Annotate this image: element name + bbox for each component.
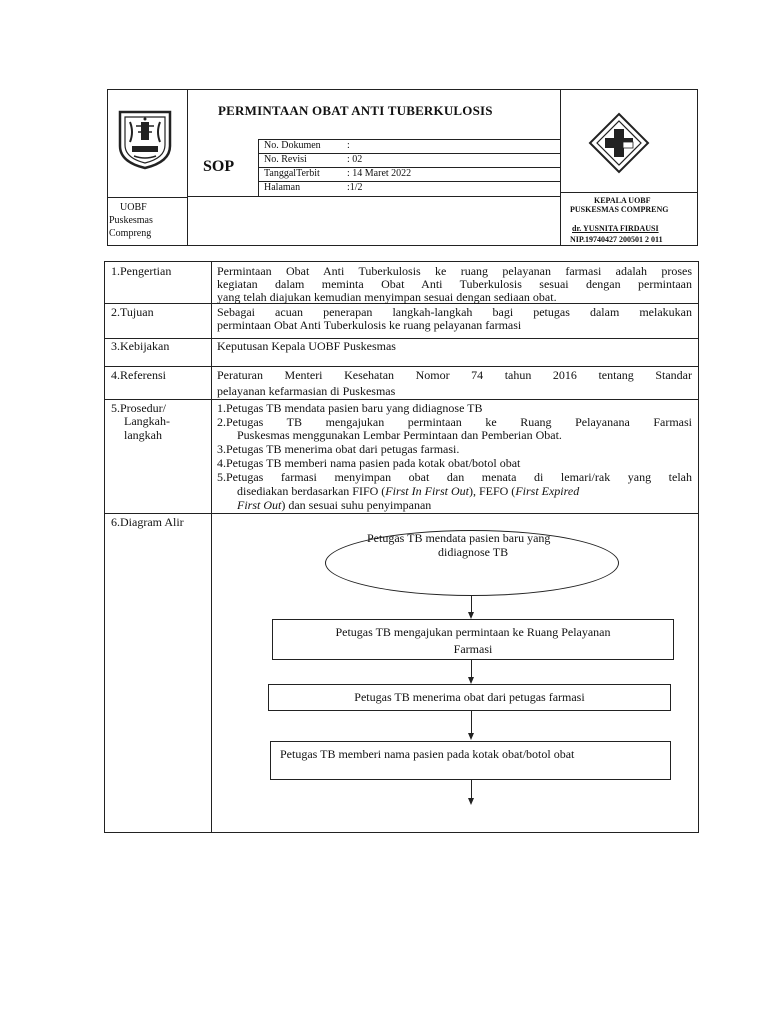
flow-arrowhead-4	[468, 798, 474, 805]
step-5-line2	[237, 484, 692, 498]
step-2-line2: Puskesmas menggunakan Lembar Permintaan dan Pemberian Obat.	[237, 428, 562, 442]
meta-label-tanggal-terbit: TanggalTerbit	[264, 168, 320, 179]
unit-name-line3: Compreng	[109, 228, 152, 239]
flow-step-box-3	[270, 741, 671, 780]
step-5-fefo-term: First Expired	[515, 484, 580, 498]
label-diagram-alir: 6.Diagram Alir	[111, 515, 184, 529]
label-prosedur-line3: langkah	[124, 428, 162, 442]
unit-name-line2: Puskesmas	[109, 215, 153, 226]
meta-label-halaman: Halaman	[264, 182, 301, 193]
meta-value-no-revisi: : 02	[347, 154, 363, 165]
signer-title-line1: KEPALA UOBF	[594, 196, 651, 205]
regional-emblem-logo	[114, 108, 176, 170]
flow-step-box-1	[272, 619, 674, 660]
signer-nip: NIP.19740427 200501 2 011	[570, 235, 663, 244]
label-pengertian: 1.Pengertian	[111, 264, 172, 278]
step-2-line1: 2.Petugas TB mengajukan permintaan ke Ruang Pelayanana Farmasi	[217, 415, 692, 429]
step-5-fefo-term-cont: First Out	[237, 498, 282, 512]
text-pengertian-line3: yang telah diajukan kemudian menyimpan sesuai dengan sediaan obat.	[217, 290, 557, 304]
flow-connector-4	[471, 780, 472, 798]
step-5-line3	[237, 498, 431, 512]
flow-step-box-2-text: Petugas TB menerima obat dari petugas farmasi	[354, 690, 585, 704]
document-title: PERMINTAAN OBAT ANTI TUBERKULOSIS	[218, 103, 493, 118]
text-referensi-line1: Peraturan Menteri Kesehatan Nomor 74 tahun 2016 tentang Standar	[217, 368, 692, 382]
sop-label: SOP	[203, 158, 235, 175]
text-referensi-line2: pelayanan kefarmasian di Puskesmas	[217, 384, 396, 398]
meta-value-tanggal-terbit: : 14 Maret 2022	[347, 168, 412, 179]
text-pengertian-line1: Permintaan Obat Anti Tuberkulosis ke ruang pelayanan farmasi adalah proses	[217, 264, 692, 278]
flow-connector-3	[471, 711, 472, 733]
puskesmas-cross-logo	[586, 112, 652, 174]
label-kebijakan: 3.Kebijakan	[111, 339, 170, 353]
label-referensi: 4.Referensi	[111, 368, 166, 382]
flow-start-text-line2: didiagnose TB	[438, 545, 509, 559]
step-4: 4.Petugas TB memberi nama pasien pada kotak obat/botol obat	[217, 456, 521, 470]
step-5-line3-rest: ) dan sesuai suhu penyimpanan	[281, 498, 432, 512]
meta-value-no-dokumen: :	[347, 140, 350, 151]
label-tujuan: 2.Tujuan	[111, 305, 154, 319]
label-prosedur-line1: 5.Prosedur/	[111, 401, 166, 415]
step-5-fifo-term: First In First Out	[385, 484, 469, 498]
step-5-line1: 5.Petugas farmasi menyimpan obat dan menata di lemari/rak yang telah	[217, 470, 692, 484]
meta-label-no-revisi: No. Revisi	[264, 154, 307, 165]
meta-label-no-dokumen: No. Dokumen	[264, 140, 321, 151]
flow-step-box-1-line2: Farmasi	[453, 642, 493, 656]
flow-start-text-line1: Petugas TB mendata pasien baru yang	[367, 531, 551, 545]
flow-arrowhead-2	[468, 677, 474, 684]
label-prosedur-line2: Langkah-	[124, 414, 170, 428]
signer-name: dr. YUSNITA FIRDAUSI	[572, 224, 659, 233]
text-pengertian-line2: kegiatan dalam meminta Obat Anti Tuberkulosis sesuai dengan permintaan	[217, 277, 692, 291]
step-5-line2-part-c: ), FEFO (	[468, 484, 516, 498]
meta-value-halaman: :1/2	[347, 182, 363, 193]
step-3: 3.Petugas TB menerima obat dari petugas farmasi.	[217, 442, 460, 456]
step-5-line2-part-a: disediakan berdasarkan FIFO (	[237, 484, 386, 498]
flow-connector-1	[471, 596, 472, 612]
flow-connector-2	[471, 660, 472, 677]
flow-step-box-2	[268, 684, 671, 711]
signer-title-line2: PUSKESMAS COMPRENG	[570, 205, 669, 214]
flow-arrowhead-1	[468, 612, 474, 619]
unit-name-line1: UOBF	[120, 202, 147, 213]
flow-step-box-3-text: Petugas TB memberi nama pasien pada kotak obat/botol obat	[280, 747, 575, 761]
text-tujuan-line2: permintaan Obat Anti Tuberkulosis ke ruang pelayanan farmasi	[217, 318, 522, 332]
text-kebijakan: Keputusan Kepala UOBF Puskesmas	[217, 339, 396, 353]
flow-step-box-1-line1: Petugas TB mengajukan permintaan ke Ruang Pelayanan	[335, 625, 611, 639]
step-1: 1.Petugas TB mendata pasien baru yang didiagnose TB	[217, 401, 483, 415]
text-tujuan-line1: Sebagai acuan penerapan langkah-langkah bagi petugas dalam melakukan	[217, 305, 692, 319]
flow-arrowhead-3	[468, 733, 474, 740]
